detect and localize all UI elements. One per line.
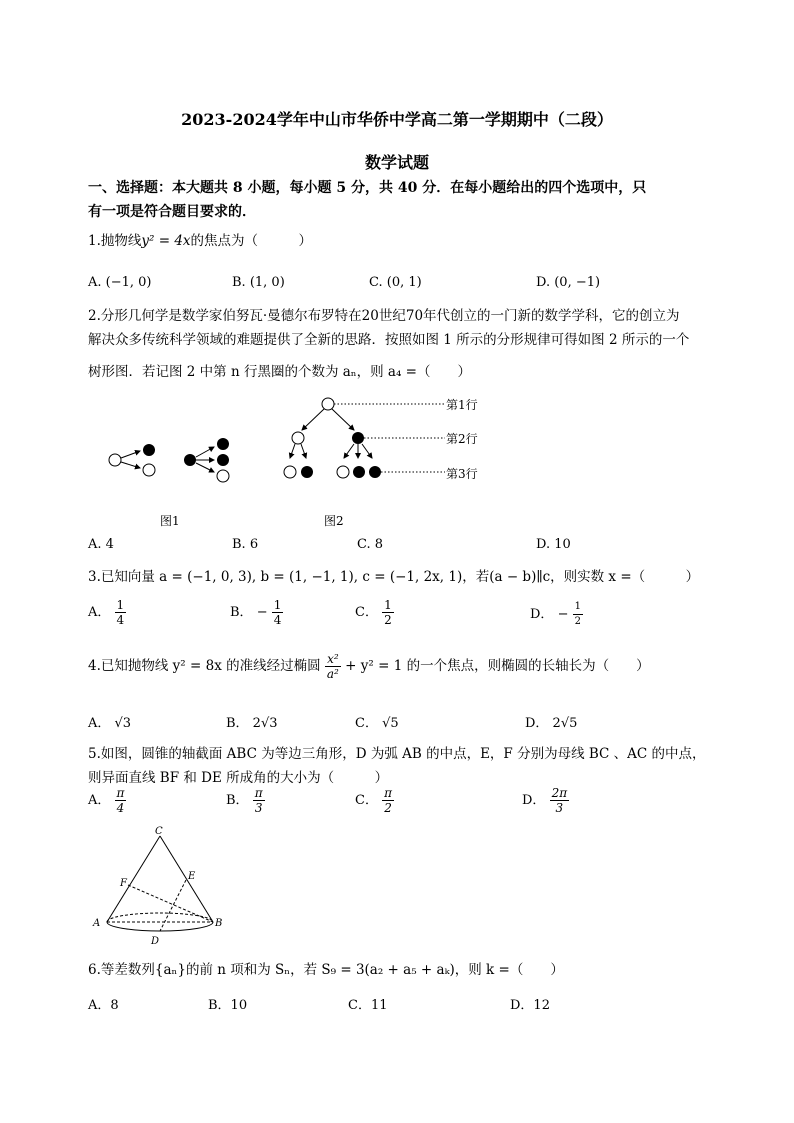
cone-label-d: D	[151, 936, 160, 947]
q5-cone-figure	[88, 822, 238, 952]
q2-option-b[interactable]: B. 6	[232, 537, 259, 552]
q5-option-b[interactable]	[226, 786, 265, 815]
q5-option-c-fraction: $\frac{\pi}{2}$	[384, 786, 392, 815]
page-subtitle: 数学试题	[364, 153, 429, 172]
q1-option-c[interactable]: C. (0, 1)	[369, 275, 422, 290]
fig2-row-label-3: 第3行	[446, 467, 478, 481]
q3-option-c-fraction: $\frac{1}{2}$	[384, 598, 392, 627]
q2-figure-2	[270, 390, 450, 490]
q6-option-d[interactable]: D．12	[510, 998, 550, 1013]
q1-stem-math: y² = 4x	[141, 233, 191, 249]
q4-stem-a: 4.已知抛物线 y² = 8x 的准线经过椭圆	[88, 658, 321, 674]
cone-label-f: F	[120, 878, 127, 889]
q2-option-a[interactable]: A. 4	[88, 537, 114, 552]
q3-option-d-fraction: $\frac{1}{2}$	[574, 601, 581, 627]
q3-option-b-label: B．	[230, 605, 253, 620]
q1-option-b[interactable]: B. (1, 0)	[232, 275, 285, 290]
fig2-node-row2	[292, 432, 304, 444]
q4-option-c[interactable]: C． √5	[355, 716, 399, 731]
q4-stem-b: + y² = 1 的一个焦点，则椭圆的长轴长为（ ）	[345, 658, 650, 674]
q3-option-d-label: D．	[530, 607, 554, 622]
cone-label-b: B	[215, 918, 223, 929]
cone-base-front	[107, 922, 213, 931]
q2-figure-1	[100, 435, 240, 485]
q2-option-c[interactable]: C. 8	[357, 537, 384, 552]
q1-option-d[interactable]: D. (0, −1)	[536, 275, 601, 290]
q5-line2: 则异面直线 BF 和 DE 所成角的大小为（ ）	[88, 770, 389, 786]
q5-stem	[88, 742, 728, 790]
q2-option-d[interactable]: D. 10	[536, 537, 571, 552]
cone-label-a: A	[93, 918, 101, 929]
q3-option-a-label: A．	[88, 605, 111, 620]
q6-option-a[interactable]: A．8	[88, 998, 119, 1013]
fig1-white-node	[109, 454, 121, 466]
q1-option-a[interactable]: A. (−1, 0)	[88, 275, 152, 290]
fig1-caption: 图1	[160, 514, 180, 528]
q3-option-c[interactable]	[355, 598, 394, 627]
fig1-black-node	[184, 454, 196, 466]
fig2-node-row3	[301, 466, 313, 478]
fig1-black-node	[217, 454, 229, 466]
q3-option-b-sign: −	[256, 605, 268, 620]
fig1-white-node	[217, 470, 229, 482]
q3-option-c-label: C．	[355, 605, 378, 620]
q3-option-a-fraction: $\frac{1}{4}$	[116, 598, 125, 627]
q5-option-c-label: C．	[355, 793, 378, 808]
fig2-node-row3	[353, 466, 365, 478]
q3-stem: 3.已知向量 a = (−1, 0, 3), b = (1, −1, 1), c = (−1, 2x, 1)，若(a − b)∥c，则实数 x =（ ）	[88, 569, 700, 585]
q5-option-d[interactable]	[522, 786, 569, 815]
section-heading-line2: 有一项是符合题目要求的．	[88, 204, 256, 220]
fig2-caption: 图2	[324, 514, 344, 528]
fig2-node-row3	[284, 466, 296, 478]
q5-option-d-label: D．	[522, 793, 546, 808]
q1-stem-a: 1.抛物线	[88, 233, 142, 249]
q4-stem	[88, 652, 728, 681]
cone-base-back	[107, 913, 213, 922]
q5-option-c[interactable]	[355, 786, 394, 815]
page-title: 2023-2024学年中山市华侨中学高二第一学期期中（二段）	[181, 110, 613, 129]
q5-option-b-label: B．	[226, 793, 249, 808]
cone-label-c: C	[155, 826, 163, 837]
q2-line2: 解决众多传统科学领域的难题提供了全新的思路．按照如图 1 所示的分形规律可得如图 2 所示的一个	[88, 332, 690, 348]
q2-line3: 树形图．若记图 2 中第 n 行黑圈的个数为 aₙ，则 a₄ =（ ）	[88, 364, 471, 380]
cone-segment-de	[160, 880, 186, 931]
cone-label-e: E	[188, 871, 196, 882]
fig1-black-node	[217, 438, 229, 450]
q5-option-d-fraction: $\frac{2\pi}{3}$	[551, 786, 568, 815]
q3-option-b-fraction: $\frac{1}{4}$	[273, 598, 282, 627]
q6-stem: 6.等差数列{aₙ}的前 n 项和为 Sₙ，若 S₉ = 3(a₂ + a₅ + aₖ)，则 k =（ ）	[88, 962, 564, 978]
q6-option-b[interactable]: B．10	[208, 998, 248, 1013]
section-heading	[88, 176, 718, 224]
q3-option-d-sign: −	[557, 607, 569, 622]
q5-option-b-fraction: $\frac{\pi}{3}$	[254, 786, 263, 815]
q6-option-c[interactable]: C．11	[348, 998, 388, 1013]
q5-line1: 5.如图，圆锥的轴截面 ABC 为等边三角形，D 为弧 AB 的中点，E，F 分别为母线 BC 、AC 的中点，	[88, 746, 706, 762]
q3-option-d[interactable]	[530, 600, 583, 629]
q4-option-b[interactable]: B． 2√3	[226, 716, 278, 731]
q3-option-b[interactable]	[230, 598, 283, 627]
q3-option-a[interactable]	[88, 598, 126, 627]
fig2-node-row2	[352, 432, 364, 444]
fig1-white-node	[143, 464, 155, 476]
cone-edge-ac	[107, 836, 160, 922]
q2-stem	[88, 304, 728, 384]
fig2-row-label-2: 第2行	[446, 432, 478, 446]
section-heading-line1: 一、选择题：本大题共 8 小题，每小题 5 分，共 40 分．在每小题给出的四个选项中，只	[88, 180, 647, 196]
fig2-node-row3	[369, 466, 381, 478]
q1-stem	[88, 229, 718, 253]
q4-option-a[interactable]: A． √3	[88, 716, 132, 731]
q4-option-d[interactable]: D． 2√5	[525, 716, 578, 731]
cone-edge-bc	[160, 836, 213, 922]
fig1-black-node	[143, 444, 155, 456]
fig2-row-label-1: 第1行	[446, 398, 478, 412]
q5-option-a[interactable]	[88, 786, 126, 815]
q4-fraction: $\frac{\text{x²}}{\text{a²}}$	[326, 652, 339, 681]
q5-option-a-fraction: $\frac{\pi}{4}$	[116, 786, 125, 815]
q1-stem-b: 的焦点为（ ）	[190, 233, 313, 249]
q2-line1: 2.分形几何学是数学家伯努瓦·曼德尔布罗特在20世纪70年代创立的一门新的数学学科，它的创立为	[88, 308, 680, 324]
q5-option-a-label: A．	[88, 793, 111, 808]
fig2-node-row3	[337, 466, 349, 478]
fig2-node-row1	[322, 398, 334, 410]
